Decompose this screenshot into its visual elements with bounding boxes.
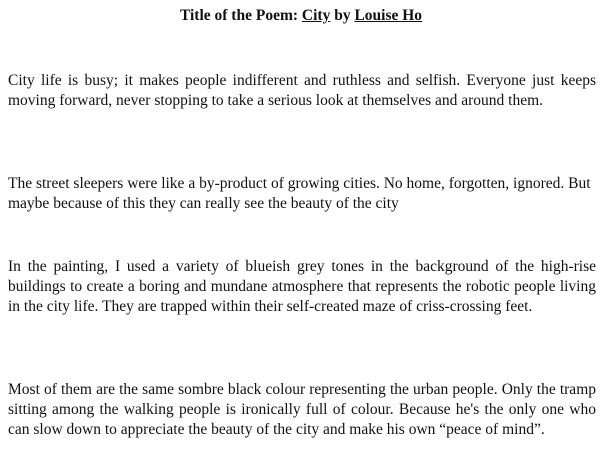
paragraph-painting-background: In the painting, I used a variety of blueish grey tones in the background of the high-rise buildings to create a boring and mundane atmosphere that represents the robotic people living in the city life. They are trapped within their self-created maze of criss-crossing feet. — [8, 258, 596, 315]
page-title — [0, 6, 602, 26]
title-prefix: Title of the Poem: — [179, 7, 299, 24]
poem-author: Louise Ho — [354, 7, 423, 24]
paragraph-city-life: City life is busy; it makes people indifferent and ruthless and selfish. Everyone just keeps moving forward, never stopping to take a serious look at themselves and around them. — [8, 72, 596, 109]
title-by: by — [334, 7, 351, 24]
paragraph-street-sleepers: The street sleepers were like a by-product of growing cities. No home, forgotten, ignored. But maybe because of this they can really see the beauty of the city — [8, 175, 591, 212]
poem-title: City — [301, 7, 331, 24]
paragraph-urban-people: Most of them are the same sombre black colour representing the urban people. Only the tramp sitting among the walking people is ironically full of colour. Because he's the only one who can slow down to appreciate the beauty of the city and make his own “peace of mind”. — [8, 381, 596, 438]
